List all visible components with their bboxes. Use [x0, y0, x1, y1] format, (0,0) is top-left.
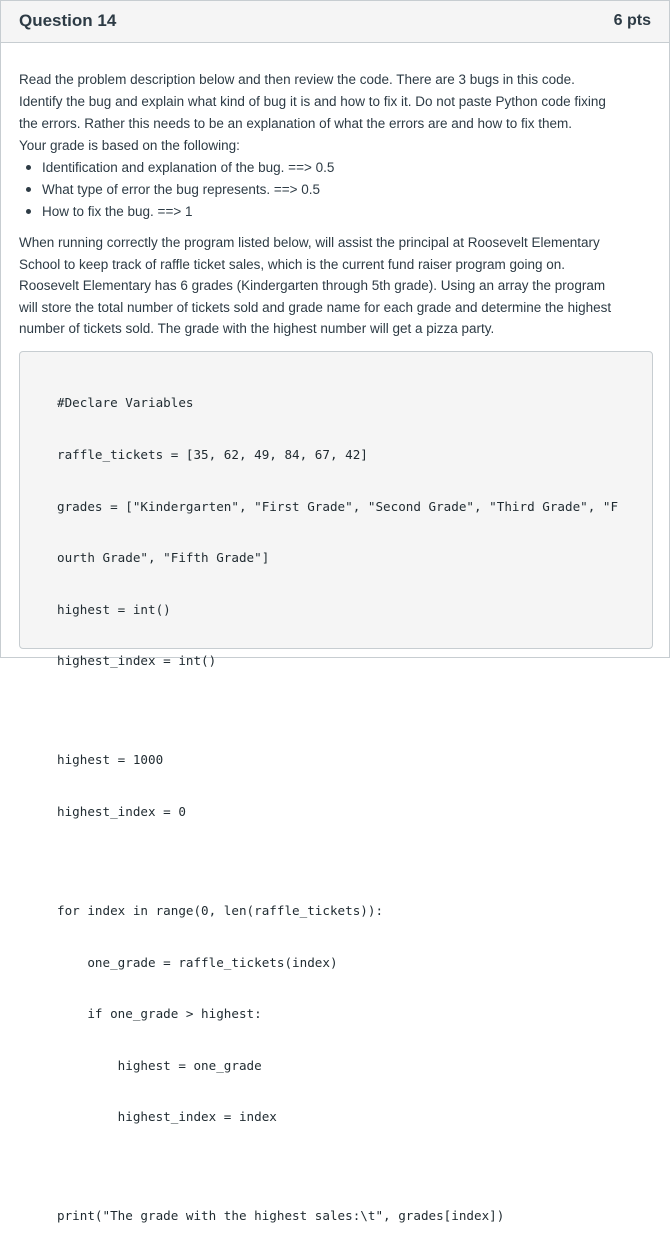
- description-line: Roosevelt Elementary has 6 grades (Kindergarten through 5th grade). Using an array the program: [19, 278, 606, 294]
- code-line: raffle_tickets = [35, 62, 49, 84, 67, 42]: [57, 447, 368, 462]
- code-line: grades = ["Kindergarten", "First Grade", "Second Grade", "Third Grade", "F: [57, 498, 619, 514]
- description-line: School to keep track of raffle ticket sales, which is the current fund raiser program going on.: [19, 256, 566, 272]
- code-block: [19, 351, 653, 1224]
- code-listing: [57, 360, 618, 1259]
- question-points: 6 pts: [613, 12, 651, 29]
- code-line: ourth Grade", "Fifth Grade"]: [57, 550, 270, 566]
- question-header: [1, 1, 669, 43]
- instructions-text: [19, 69, 655, 157]
- code-line: one_grade = raffle_tickets(index): [57, 954, 338, 970]
- code-line: highest_index = index: [57, 1109, 277, 1125]
- code-line: highest_index = int(): [57, 653, 217, 669]
- grading-criterion: What type of error the bug represents. ==> 0.5: [19, 179, 655, 201]
- code-line: print("The grade with the highest sales:\t", grades[index]): [57, 1208, 505, 1224]
- code-line: highest = 1000: [57, 752, 164, 768]
- code-line: #Declare Variables: [57, 395, 194, 411]
- code-line: highest_index = 0: [57, 803, 186, 819]
- code-line: if one_grade > highest:: [57, 1006, 262, 1022]
- description-line: will store the total number of tickets sold and grade name for each grade and determine the highest: [19, 299, 612, 315]
- instruction-line: Your grade is based on the following:: [19, 138, 240, 153]
- instruction-line: Read the problem description below and then review the code. There are 3 bugs in this code.: [19, 72, 575, 87]
- question-title: Question 14: [19, 11, 117, 30]
- code-line: highest = one_grade: [57, 1057, 262, 1073]
- problem-description: [19, 232, 655, 340]
- grading-criteria-list: [19, 157, 655, 223]
- instruction-line: Identify the bug and explain what kind of bug it is and how to fix it. Do not paste Python code fixing: [19, 94, 606, 109]
- description-line: number of tickets sold. The grade with the highest number will get a pizza party.: [19, 321, 495, 337]
- instructions: [19, 69, 655, 223]
- instruction-line: the errors. Rather this needs to be an explanation of what the errors are and how to fix them.: [19, 116, 573, 131]
- grading-criterion: Identification and explanation of the bug. ==> 0.5: [19, 157, 655, 179]
- grading-criterion: How to fix the bug. ==> 1: [19, 201, 655, 223]
- description-line: When running correctly the program listed below, will assist the principal at Roosevelt Elementary: [19, 235, 600, 250]
- code-line: highest = int(): [57, 601, 171, 617]
- code-line: for index in range(0, len(raffle_tickets)):: [57, 902, 384, 918]
